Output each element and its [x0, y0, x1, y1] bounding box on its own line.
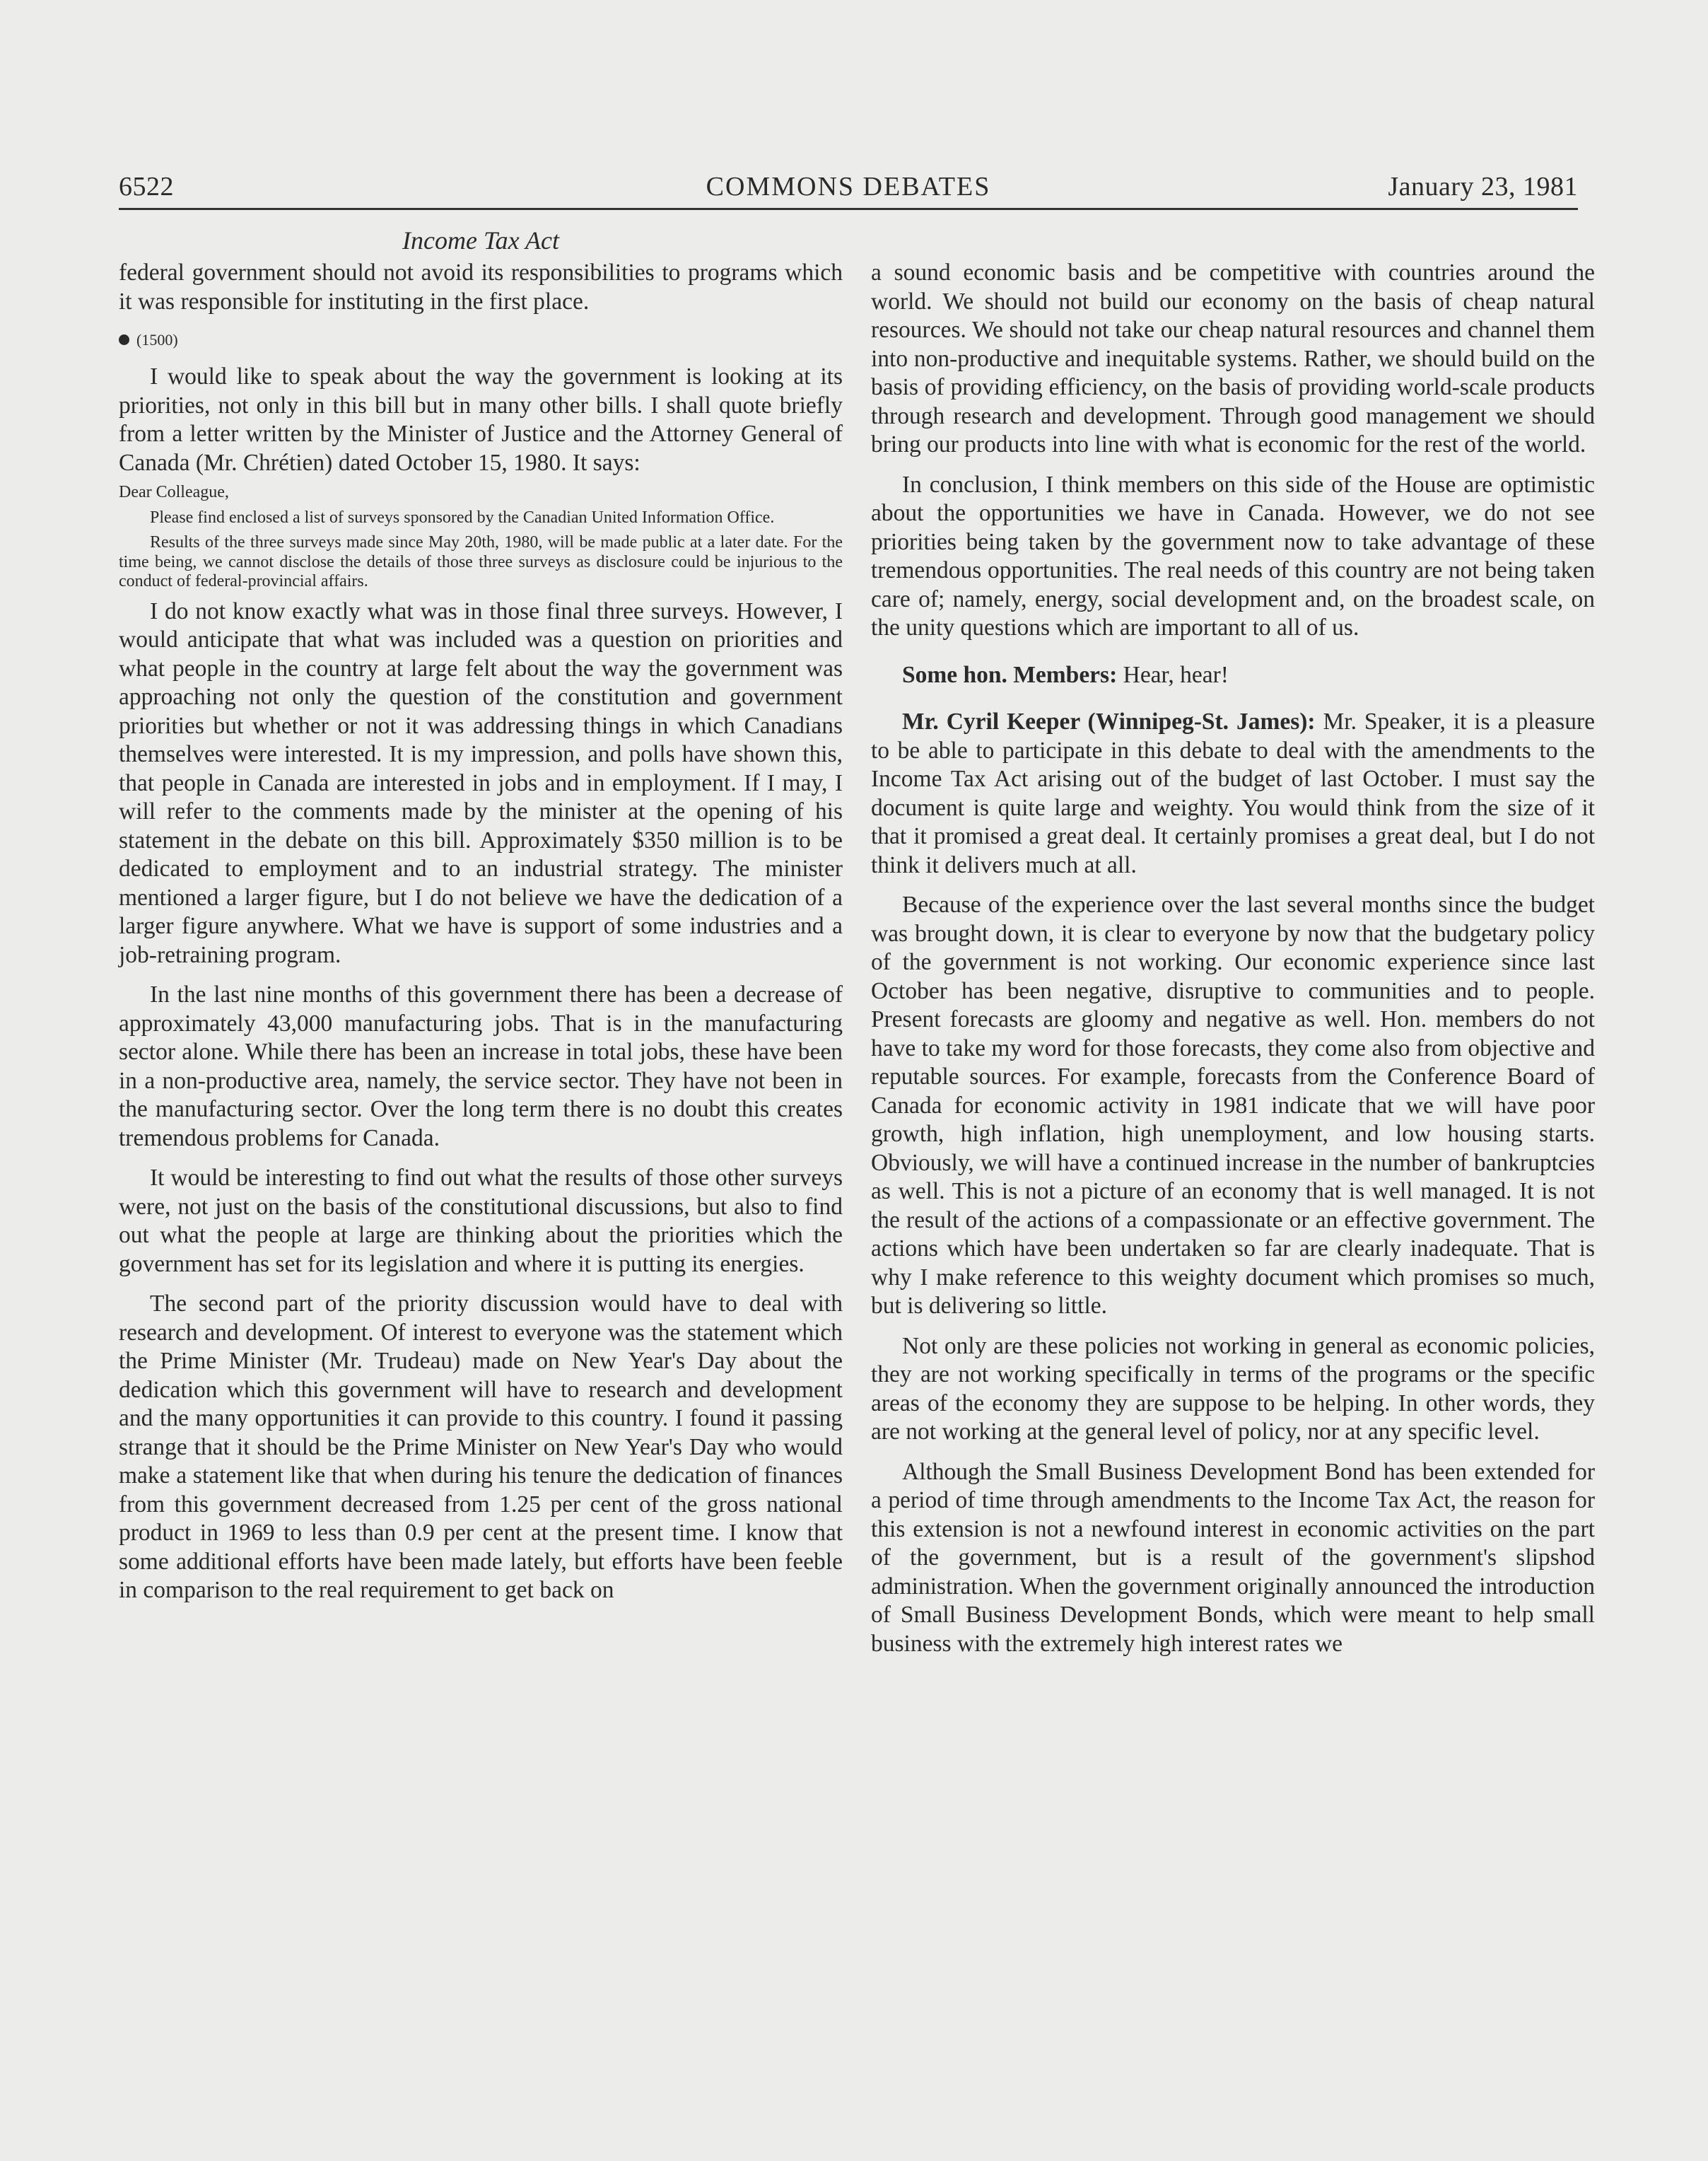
paragraph: I do not know exactly what was in those final three surveys. However, I would anticipate that what was included was a question on priorities and what people in the country at large felt about the way the government was approaching not only the question of the constitution and government priorities but whether or not it was addressing things in which Canadians themselves were interested. It is my impression, and polls have shown this, that people in Canada are interested in jobs and in employment. If I may, I will refer to the comments made by the minister at the opening of his statement in the debate on this bill. Approximately $350 million is to be dedicated to employment and to an industrial strategy. The minister mentioned a larger figure, but I do not believe we have the dedication of a larger figure anywhere. What we have is support of some industries and a job-retraining program. — [119, 598, 843, 968]
quote-paragraph: Results of the three surveys made since May 20th, 1980, will be made public at a later date. For the time being, we cannot disclose the details of those three surveys as disclosure could be injurious to the conduct of federal-provincial affairs. — [119, 533, 843, 590]
paragraph: Not only are these policies not working in general as economic policies, they are not working specifically in terms of the programs or the specific areas of the economy they are suppose to be helping. In other words, they are not working at the general level of policy, nor at any specific level. — [871, 1332, 1595, 1445]
bullet-dot-icon — [119, 334, 129, 345]
quoted-letter — [119, 483, 843, 592]
paragraph: In conclusion, I think members on this side of the House are optimistic about the opportunities we have in Canada. However, we do not see priorities being taken by the government now to take advantage of these tremendous opportunities. The real needs of this country are not being taken care of; namely, energy, social development and, on the broadest scale, on the unity questions which are important to all of us. — [871, 471, 1595, 641]
paragraph: The second part of the priority discussion would have to deal with research and development. Of interest to everyone was the statement which the Prime Minister (Mr. Trudeau) made on New Year's Day about the dedication which this government will have to research and development and the many opportunities it can provide to this country. I found it passing strange that it should be the Prime Minister on New Year's Day who would make a statement like that when during his tenure the dedication of finances from this government decreased from 1.25 per cent of the gross national product in 1969 to less than 0.9 per cent at the present time. I know that some additional efforts have been made lately, but efforts have been feeble in comparison to the real requirement to get back on — [119, 1291, 843, 1603]
right-column — [871, 259, 1595, 1658]
paragraph: federal government should not avoid its responsibilities to programs which it was responsible for instituting in the first place. — [119, 260, 843, 315]
publication-title: COMMONS DEBATES — [706, 172, 991, 202]
paragraph: It would be interesting to find out what the results of those other surveys were, not just on the basis of the constitutional discussions, but also to find out what the people at large are thinking about the priorities which the government has set for its legislation and where it is putting its energies. — [119, 1165, 843, 1277]
page-header — [119, 170, 1578, 210]
header-date: January 23, 1981 — [1388, 172, 1578, 202]
interjection — [871, 661, 1595, 690]
speech-paragraph — [871, 708, 1595, 880]
time-marker-text: (1500) — [136, 331, 178, 349]
quote-salutation: Dear Colleague, — [119, 483, 229, 501]
paragraph: Because of the experience over the last several months since the budget was brought down, it is clear to everyone by now that the budgetary policy of the government is not working. Our economic experience since last October has been negative, disruptive to communities and to people. Present forecasts are gloomy and negative as well. Hon. members do not have to take my word for those forecasts, they come also from objective and reputable sources. For example, forecasts from the Conference Board of Canada for economic activity in 1981 indicate that we will have poor growth, high inflation, high unemployment, and low housing starts. Obviously, we will have a continued increase in the number of bankruptcies as well. This is not a picture of an economy that is well managed. It is not the result of the actions of a compassionate or an effective government. The actions which have been undertaken so far are clearly inadequate. That is why I make reference to this weighty document which promises so much, but is delivering so little. — [871, 892, 1595, 1319]
section-title: Income Tax Act — [402, 226, 559, 255]
page-number: 6522 — [119, 172, 174, 202]
paragraph: Although the Small Business Development Bond has been extended for a period of time through amendments to the Income Tax Act, the reason for this extension is not a newfound interest in economic activities on the part of the government, but is a result of the government's slipshod administration. When the government originally announced the introduction of Small Business Development Bonds, which were meant to help small business with the extremely high interest rates we — [871, 1458, 1595, 1657]
speech-text: Mr. Speaker, it is a pleasure to be able to participate in this debate to deal with the amendments to the Income Tax Act arising out of the budget of last October. I must say the document is quite large and weighty. You would think from the size of it that it promised a great deal. It certainly promises a great deal, but I do not think it delivers much at all. — [871, 709, 1595, 878]
interjection-speaker: Some hon. Members: — [902, 661, 1118, 688]
paragraph: a sound economic basis and be competitive with countries around the world. We should not build our economy on the basis of cheap natural resources. We should not take our cheap natural resources and channel them into non-productive and inequitable systems. Rather, we should build on the basis of providing efficiency, on the basis of providing world-scale products through research and development. Through good management we should bring our products into line with what is economic for the rest of the world. — [871, 260, 1595, 458]
quote-paragraph: Please find enclosed a list of surveys sponsored by the Canadian United Information Office. — [150, 508, 775, 527]
paragraph: I would like to speak about the way the government is looking at its priorities, not only in this bill but in many other bills. I shall quote briefly from a letter written by the Minister of Justice and the Attorney General of Canada (Mr. Chrétien) dated October 15, 1980. It says: — [119, 363, 843, 476]
speaker-name: Mr. Cyril Keeper (Winnipeg-St. James): — [902, 709, 1316, 735]
interjection-text: Hear, hear! — [1117, 661, 1229, 688]
time-marker — [119, 326, 843, 354]
paragraph: In the last nine months of this government there has been a decrease of approximately 43,000 manufacturing jobs. That is in the manufacturing sector alone. While there has been an increase in total jobs, these have been in a non-productive area, namely, the service sector. They have not been in the manufacturing sector. Over the long term there is no doubt this creates tremendous problems for Canada. — [119, 982, 843, 1151]
left-column — [119, 259, 843, 1605]
